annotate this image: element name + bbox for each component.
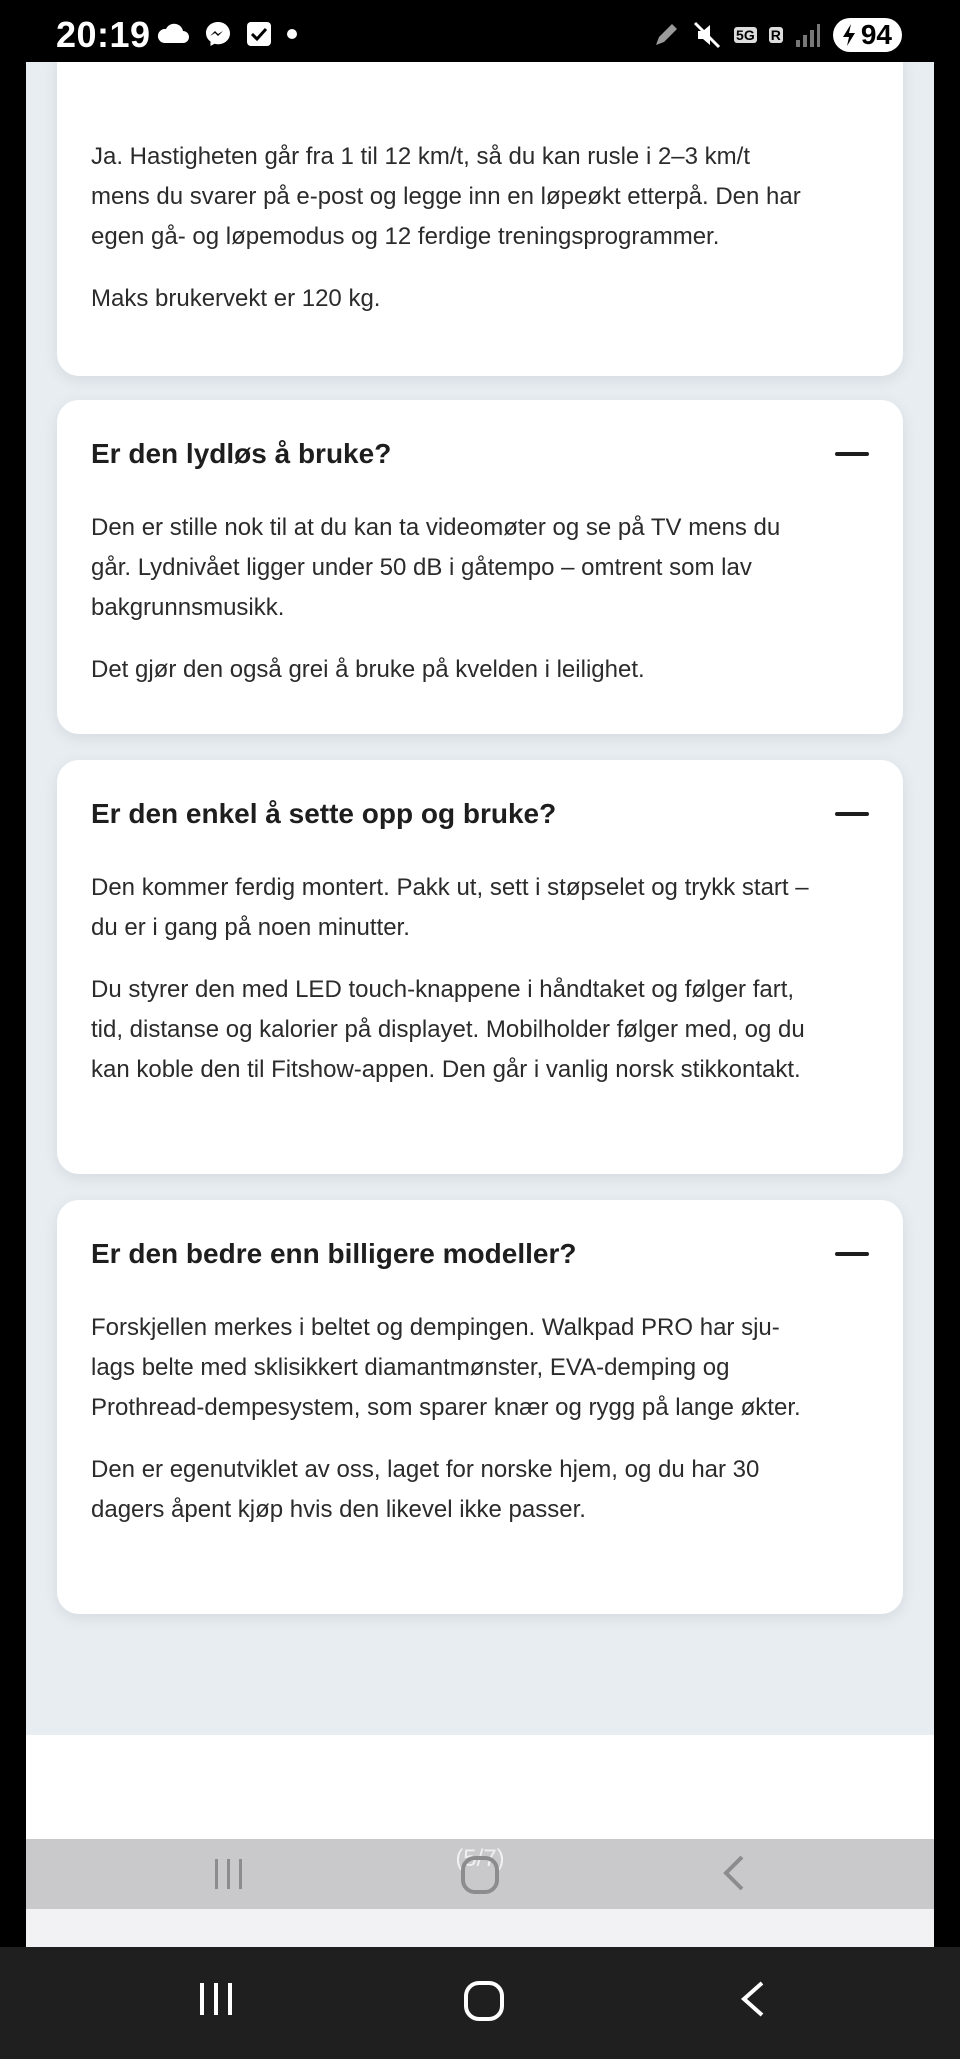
home-icon[interactable] (460, 1977, 508, 2025)
messenger-icon (204, 20, 232, 48)
faq-question-row[interactable] (91, 438, 869, 470)
faq-question[interactable]: Er den enkel å sette opp og bruke? (91, 798, 557, 829)
network-type: 5G (736, 27, 755, 43)
status-bar (0, 0, 960, 62)
answer-paragraph: Forskjellen merkes i beltet og dempingen. Walkpad PRO har sju-lags belte med sklisikkert diamantmønster, EVA-demping og Prothread-dempesystem, som sparer knær og rygg på lange økter. (91, 1314, 801, 1421)
answer-paragraph: Det gjør den også grei å bruke på kvelden i leilighet. (91, 656, 645, 683)
faq-answer (91, 508, 811, 690)
battery-level: 94 (860, 19, 892, 50)
cloud-icon (156, 23, 190, 45)
faq-item (57, 760, 903, 1174)
signal-icon (795, 22, 821, 48)
answer-paragraph: Du styrer den med LED touch-knappene i håndtaket og følger fart, tid, distanse og kalorier på displayet. Mobilholder følger med, og du kan koble den til Fitshow-appen. Den går i vanlig norsk stikkontakt. (91, 976, 805, 1083)
faq-question-row[interactable] (91, 1238, 869, 1270)
screenshot-bottom-strip (26, 1909, 934, 1947)
answer-paragraph: Den er egenutviklet av oss, laget for norske hjem, og du har 30 dagers åpent kjøp hvis den likevel ikke passer. (91, 1456, 760, 1523)
faq-answer (91, 868, 811, 1090)
mute-icon (692, 20, 722, 50)
status-time: 20:19 (56, 14, 151, 55)
answer-paragraph: Ja. Hastigheten går fra 1 til 12 km/t, så du kan rusle i 2–3 km/t mens du svarer på e-post og legge inn en løpeøkt etterpå. Den har egen gå- og løpemodus og 12 ferdige treningsprogrammer. (91, 143, 801, 250)
faq-question[interactable]: Er den bedre enn billigere modeller? (91, 1238, 577, 1269)
dot-icon (286, 28, 298, 40)
pen-icon (652, 21, 680, 49)
recent-apps-icon[interactable] (194, 1977, 238, 2021)
faq-question[interactable]: Er den lydløs å bruke? (91, 438, 392, 469)
faq-item (57, 1200, 903, 1614)
page-footer-area (26, 1735, 934, 1839)
faq-answer (91, 137, 811, 319)
web-page (26, 62, 934, 1947)
notification-icons (156, 20, 298, 48)
collapse-icon[interactable] (835, 812, 869, 816)
collapse-icon[interactable] (835, 1252, 869, 1256)
faq-item (57, 400, 903, 734)
page-indicator: (5/7) (455, 1845, 505, 1872)
faq-item (57, 62, 903, 376)
system-navbar (0, 1947, 960, 2059)
home-icon[interactable] (458, 1853, 502, 1897)
system-icons (652, 18, 902, 52)
answer-paragraph: Den kommer ferdig montert. Pakk ut, sett i støpselet og trykk start – du er i gang på noen minutter. (91, 874, 809, 941)
recent-apps-icon[interactable] (209, 1853, 249, 1893)
faq-question-row[interactable] (91, 798, 869, 830)
roaming-indicator: R (770, 27, 781, 43)
battery-indicator (833, 18, 902, 52)
checkbox-icon (246, 21, 272, 47)
collapse-icon[interactable] (835, 452, 869, 456)
answer-paragraph: Maks brukervekt er 120 kg. (91, 285, 381, 312)
screenshot-navbar (26, 1839, 934, 1909)
faq-answer (91, 1308, 811, 1530)
answer-paragraph: Den er stille nok til at du kan ta videomøter og se på TV mens du går. Lydnivået ligger under 50 dB i gåtempo – omtrent som lav bakgrunnsmusikk. (91, 514, 781, 621)
charging-icon (841, 23, 857, 47)
back-icon[interactable] (734, 1977, 774, 2021)
back-icon[interactable] (716, 1853, 752, 1893)
